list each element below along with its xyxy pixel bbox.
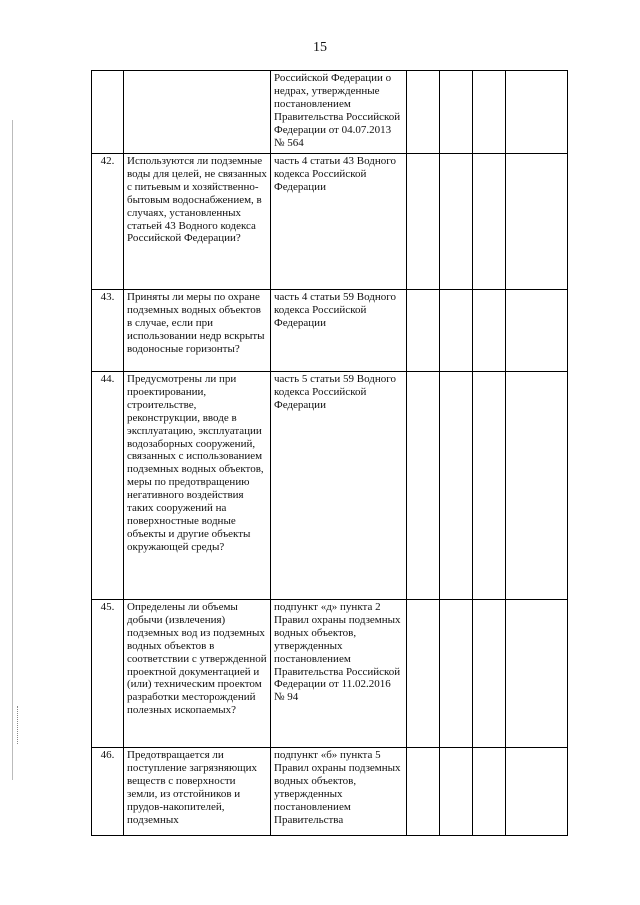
legal-reference-cell: подпункт «д» пункта 2 Правил охраны подземных водных объектов, утвержденных постановлением Правительства Российской Федерации от 11.02.2016 № 94 [271,600,407,748]
note-cell [506,154,568,290]
legal-reference-cell: подпункт «б» пункта 5 Правил охраны подземных водных объектов, утвержденных постановлением Правительства [271,748,407,836]
row-number: 44. [92,372,124,600]
row-number: 46. [92,748,124,836]
table-row [92,600,568,748]
scan-edge-line [12,120,14,780]
page-number: 15 [313,40,327,55]
question-cell: Используются ли подземные воды для целей, не связанных с питьевым и хозяйственно-бытовым водоснабжением, в случаях, установленных статьей 43 Водного кодекса Российской Федерации? [124,154,271,290]
table-row [92,154,568,290]
row-number: 42. [92,154,124,290]
answer-yes-cell [407,154,440,290]
scan-artifact-mark [17,706,19,744]
question-cell: Определены ли объемы добычи (извлечения) подземных вод из подземных водных объектов в соответствии с утвержденной проектной документацией и (или) техническим проектом разработки месторождений полезных ископаемых? [124,600,271,748]
answer-yes-cell [407,372,440,600]
answer-no-cell [440,154,473,290]
note-cell [506,290,568,372]
question-cell [124,71,271,154]
answer-no-cell [440,71,473,154]
answer-na-cell [473,154,506,290]
answer-no-cell [440,372,473,600]
note-cell [506,748,568,836]
row-number: 43. [92,290,124,372]
table-row [92,372,568,600]
table-row [92,748,568,836]
note-cell [506,600,568,748]
legal-reference-cell: часть 4 статьи 43 Водного кодекса Российской Федерации [271,154,407,290]
question-cell: Предотвращается ли поступление загрязняющих веществ с поверхности земли, из отстойников и прудов-накопителей, подземных [124,748,271,836]
table-row [92,290,568,372]
answer-no-cell [440,290,473,372]
answer-na-cell [473,290,506,372]
answer-yes-cell [407,290,440,372]
answer-yes-cell [407,600,440,748]
answer-no-cell [440,748,473,836]
row-number [92,71,124,154]
table-row [92,71,568,154]
answer-yes-cell [407,748,440,836]
legal-reference-cell: часть 5 статьи 59 Водного кодекса Российской Федерации [271,372,407,600]
legal-reference-cell: Российской Федерации о недрах, утвержденные постановлением Правительства Российской Федерации от 04.07.2013 № 564 [271,71,407,154]
answer-no-cell [440,600,473,748]
legal-reference-cell: часть 4 статьи 59 Водного кодекса Российской Федерации [271,290,407,372]
note-cell [506,372,568,600]
answer-na-cell [473,748,506,836]
checklist-table [91,70,568,836]
row-number: 45. [92,600,124,748]
answer-na-cell [473,372,506,600]
answer-yes-cell [407,71,440,154]
answer-na-cell [473,600,506,748]
question-cell: Предусмотрены ли при проектировании, строительстве, реконструкции, вводе в эксплуатацию, эксплуатации водозаборных сооружений, связанных с использованием подземных водных объектов, меры по предотвращению негативного воздействия таких сооружений на поверхностные водные объекты и другие объекты окружающей среды? [124,372,271,600]
note-cell [506,71,568,154]
question-cell: Приняты ли меры по охране подземных водных объектов в случае, если при использовании недр вскрыты водоносные горизонты? [124,290,271,372]
answer-na-cell [473,71,506,154]
